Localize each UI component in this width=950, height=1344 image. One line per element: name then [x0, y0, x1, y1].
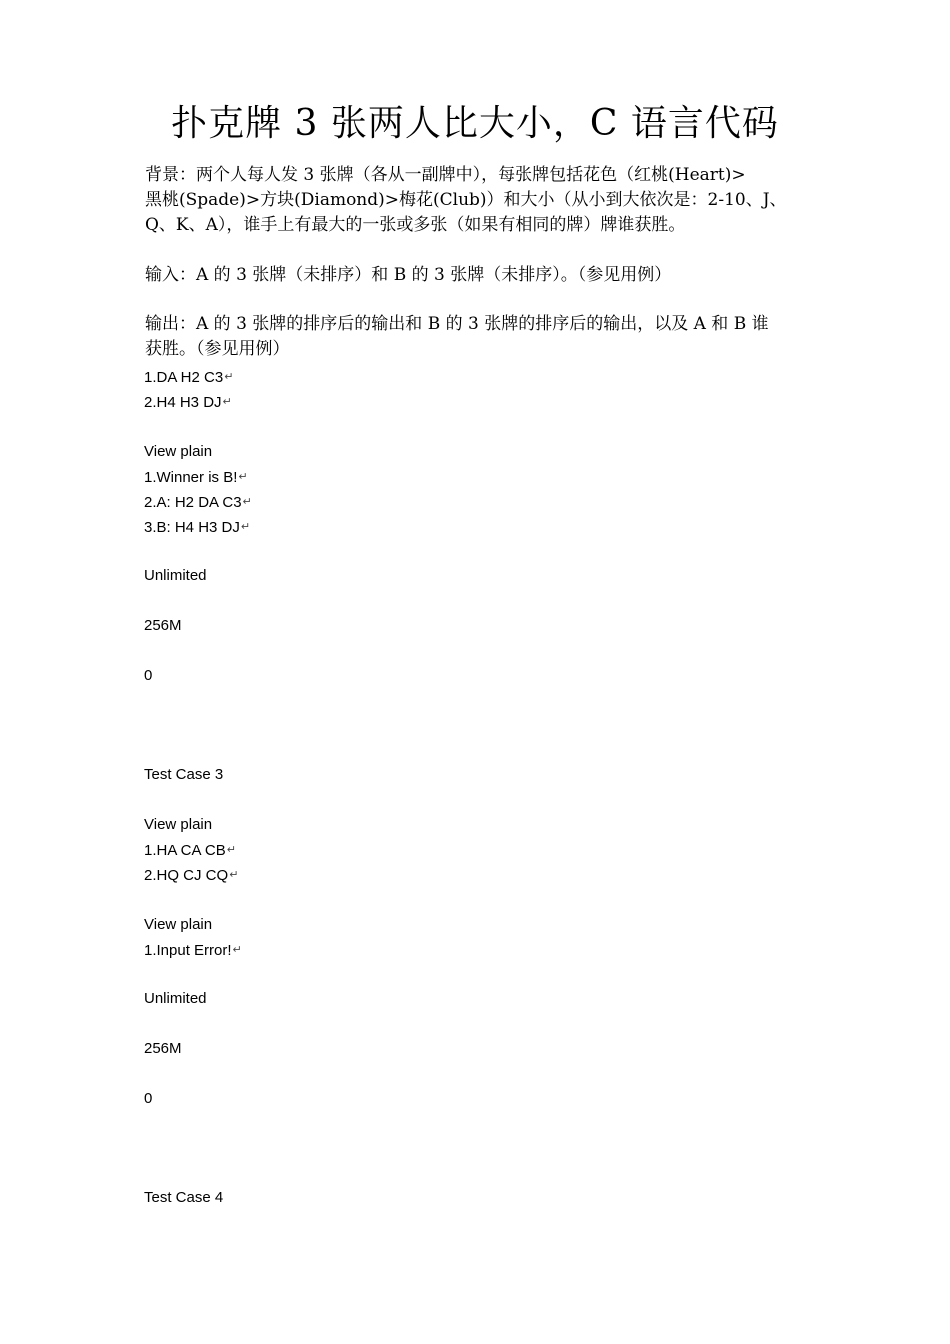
case2-output-line-2: 2.A: H2 DA C3↵ — [144, 494, 252, 511]
return-icon: ↵ — [238, 471, 248, 483]
return-icon: ↵ — [224, 371, 234, 383]
background-line-2: 黑桃(Spade)>方块(Diamond)>梅花(Club)）和大小（从小到大依次是：2-10、J、 — [145, 190, 787, 210]
case3-heading: Test Case 3 — [144, 766, 224, 783]
case3-time-limit: Unlimited — [144, 990, 207, 1007]
input-description-line-1: 输入：A 的 3 张牌（未排序）和 B 的 3 张牌（未排序）。（参见用例） — [145, 265, 672, 285]
output-description-line-1: 输出：A 的 3 张牌的排序后的输出和 B 的 3 张牌的排序后的输出，以及 A 和 B 谁 — [145, 314, 769, 334]
return-icon: ↵ — [222, 396, 232, 408]
return-icon: ↵ — [229, 869, 239, 881]
case2-memory-limit: 256M — [144, 617, 182, 634]
return-icon: ↵ — [242, 496, 252, 508]
output-description-line-2: 获胜。（参见用例） — [145, 339, 290, 359]
case3-input-line-1: 1.HA CA CB↵ — [144, 842, 236, 859]
case3-view-plain-output-link[interactable]: View plain — [144, 916, 213, 933]
return-icon: ↵ — [240, 521, 251, 533]
background-line-1: 背景：两个人每人发 3 张牌（各从一副牌中），每张牌包括花色（红桃(Heart)> — [145, 165, 746, 185]
case2-view-plain-link[interactable]: View plain — [144, 443, 213, 460]
background-line-3: Q、K、A），谁手上有最大的一张或多张（如果有相同的牌）牌谁获胜。 — [145, 215, 686, 235]
background-paragraph — [145, 163, 810, 238]
case2-time-limit: Unlimited — [144, 567, 207, 584]
case2-extra-value: 0 — [144, 667, 153, 684]
case3-memory-limit: 256M — [144, 1040, 182, 1057]
page-title: 扑克牌 3 张两人比大小，C 语言代码 — [171, 103, 779, 144]
case3-output-line-1: 1.Input Error!↵ — [144, 942, 242, 959]
case2-input-line-2: 2.H4 H3 DJ↵ — [144, 394, 232, 411]
case2-output-line-1: 1.Winner is B!↵ — [144, 469, 248, 486]
return-icon: ↵ — [232, 944, 242, 956]
case3-input-line-2: 2.HQ CJ CQ↵ — [144, 867, 239, 884]
case2-output-line-3: 3.B: H4 H3 DJ↵ — [144, 519, 251, 536]
case3-view-plain-input-link[interactable]: View plain — [144, 816, 213, 833]
case4-heading: Test Case 4 — [144, 1189, 224, 1206]
return-icon: ↵ — [226, 844, 236, 856]
case2-input-line-1: 1.DA H2 C3↵ — [144, 369, 234, 386]
case3-extra-value: 0 — [144, 1090, 153, 1107]
input-description — [145, 263, 810, 288]
output-description — [145, 312, 810, 362]
